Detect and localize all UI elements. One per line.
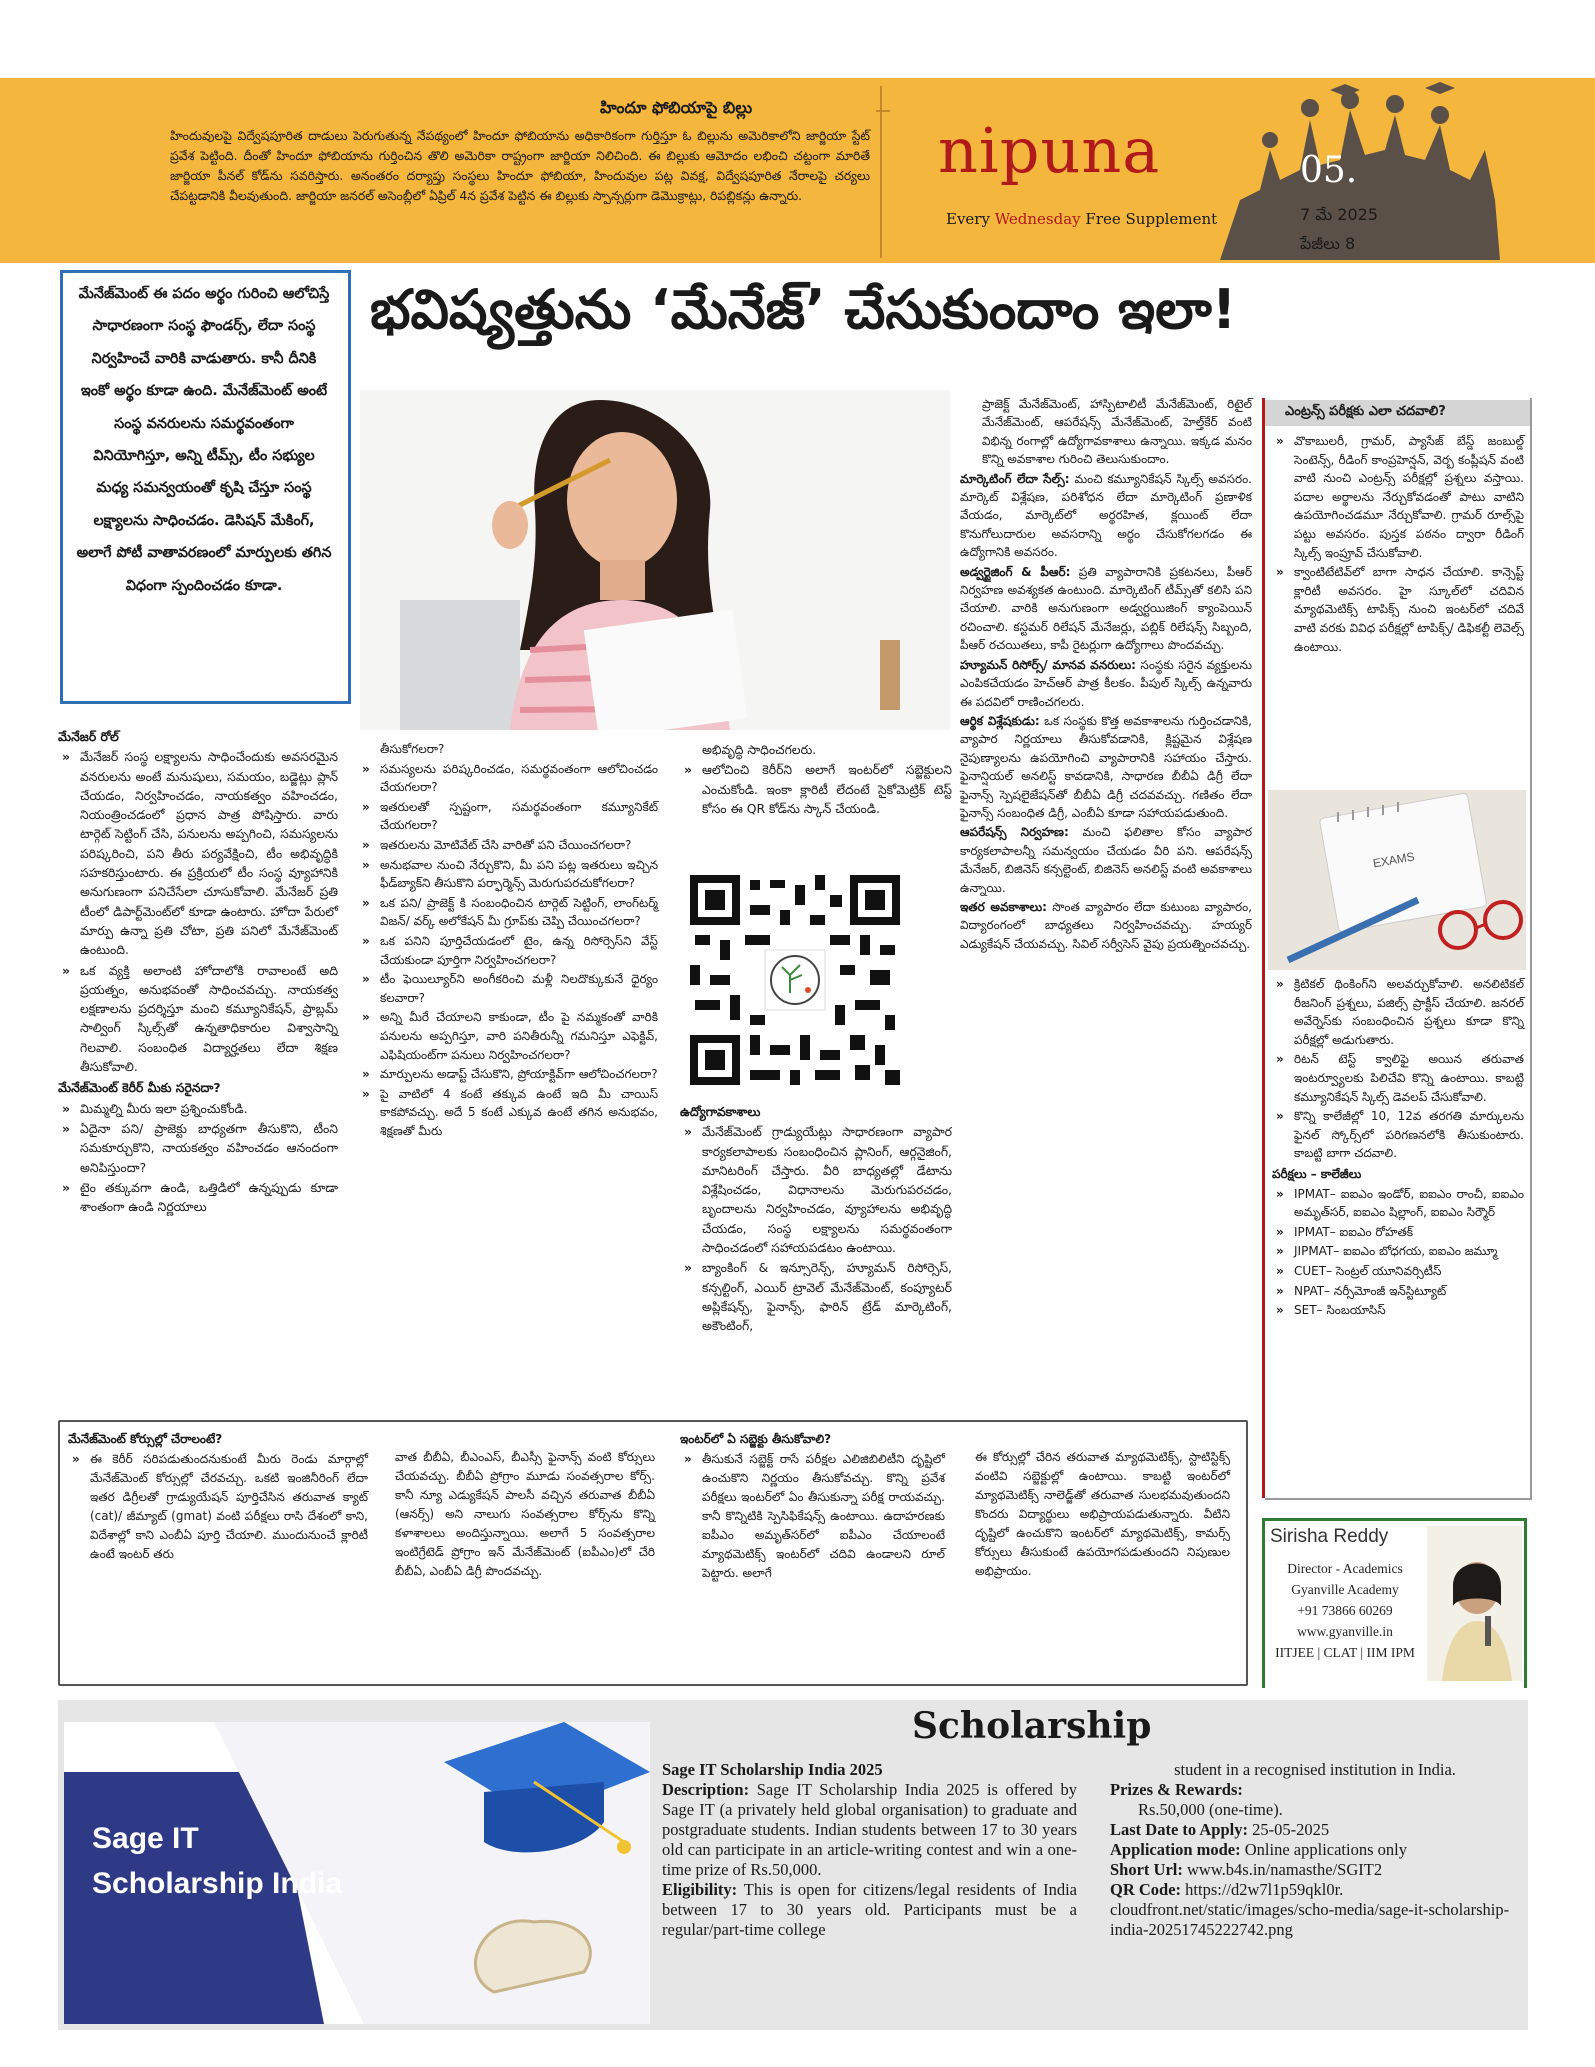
exam-item: » IPMAT– ఐఐఎం రోహతక్: [1272, 1223, 1524, 1242]
paragraph: అభివృద్ధి సాధించగలరు.: [702, 742, 817, 757]
list-item: » సమస్యలను పరిష్కరించడం, సమర్థవంతంగా ఆలోచించడం చేయగలరా?: [358, 760, 658, 797]
scholarship-description: Sage IT Scholarship India 2025 is offered by Sage IT (a privately held global organisation) to graduate and postgraduate students. Indian students between 17 to 30 years old can participate in an article-writing contest and win a one-time prize of Rs.50,000.: [662, 1780, 1078, 1879]
issue-number: 05.: [1300, 150, 1358, 191]
author-card: [1262, 1518, 1527, 1688]
list-item: » ఒక వ్యక్తి అలాంటి హోదాలోకి రావాలంటే అది ప్రయత్నం, అనుభవంతో సాధించవచ్చు. నాయకత్వ లక్షణాలను ప్రదర్శిస్తూ మంచి కమ్యూనికేషన్, ప్రాబ్లమ్ సాల్వింగ్ స్కిల్స్‌తో ఉన్నతాధికారుల విశ్వాసాన్ని గెలవాలి. సంబంధిత విద్యార్హతలు లేదా శిక్షణ తీసుకోవాలి.: [58, 961, 338, 1077]
tagline: Every Wednesday Free Supplement: [946, 210, 1218, 228]
list-item: » పై వాటిలో 4 కంటే తక్కువ ఉంటే ఇది మీ చాయిస్ కాకపోవచ్చు. అదే 5 కంటే ఎక్కువ ఉంటే తగిన అనుభవం, శిక్షణతో మీరు: [358, 1085, 658, 1141]
courses-col-3: [680, 1428, 945, 1584]
section-heading: మేనేజర్ రోల్: [58, 729, 119, 744]
exams-heading: పరీక్షలు – కాలేజీలు: [1272, 1166, 1362, 1181]
list-item: » ఆలోచించి కెరీర్‌ని అలాగే ఇంటర్‌లో సబ్జెక్టులని ఎంచుకోండి. ఇంకా క్లారిటీ లేదంటే సైకోమెట్రిక్ టెస్ట్ కోసం ఈ QR కోడ్‌ను స్కాన్ చేయండి.: [680, 760, 952, 818]
entry: ఆపరేషన్స్ నిర్వహణ: మంచి ఫలితాల కోసం వ్యాపార కార్యకలాపాలన్నీ సమన్వయం చేయడం వీరి పని. ఆపరేషన్స్ మేనేజర్, బిజినెస్ కన్సల్టెంట్, బిజినెస్ అనలిస్ట్ వంటి అవకాశాలు ఉన్నాయి.: [960, 825, 1252, 895]
page-count: పేజీలు 8: [1300, 234, 1356, 253]
author-org: Gyanville Academy: [1291, 1582, 1399, 1597]
student-photo: [360, 390, 950, 730]
cross-bar: [876, 110, 890, 112]
column-3b: [680, 1100, 952, 1337]
paragraph: వాత బీబీఏ, బీఎంఎస్, బీఎస్సీ ఫైనాన్స్ వంటి కోర్సులు చేయవచ్చు. బీబీఏ ప్రోగ్రాం మూడు సంవత్సరాల కోర్స్. కానీ న్యూ ఎడ్యుకేషన్ పాలసీ వచ్చిన తరువాత బీబీఏ (ఆనర్స్) అని నాలుగు సంవత్సరాల కోర్స్‌ను కొన్ని కళాశాలలు అందిస్తున్నాయి. అలాగే 5 సంవత్సరాల ఇంటిగ్రేటెడ్ ప్రోగ్రాం ఇన్ మేనేజ్‌మెంట్ (ఐపీఎం)లో చేరి బీబీఏ, ఎంబీఏ డిగ్రీ పొందవచ్చు.: [395, 1450, 655, 1578]
entry: ఆర్థిక విశ్లేషకుడు: ఒక సంస్థకు కొత్త అవకాశాలను గుర్తించడానికి, వ్యాపార నిర్ణయాలు తీసుకోవడానికి, క్లిష్టమైన విశ్లేషణ నైపుణ్యాలను ఉపయోగించి వ్యాపారానికి సహాయం చేస్తారు. ఫైనాన్షియల్ అనలిస్ట్ కావడానికి, సాధారణ బీబీఏ డిగ్రీ లేదా ఫైనాన్స్ స్పెషలైజేషన్‌తో బీబీఏ డిగ్రీ చదవవచ్చు. గణితం లేదా ఫైనాన్స్ సంబంధిత డిగ్రీ, ఎంబీఏ కూడా సహాయపడుతుంది.: [960, 713, 1252, 820]
scholarship-col-2: student in a recognised institution in India. Prizes & Rewards: Rs.50,000 (one-time). Last Date to Apply: 25-05-2025 Application mode: Online applications only Short Url: www.b4s.in/namasthe/SGIT2 QR Code: https://d2w7l1p59qkl0r. cloudfront.net/static/images/scho-media/sage-it-scholarship-india-20251745222742.png: [1110, 1760, 1520, 1940]
list-item: » ఒక పనిని పూర్తిచేయడంలో టైం, ఉన్న రిసోర్సెస్‌ని వేస్ట్ చేయకుండా పూర్తిగా నిర్వహించగలరా?: [358, 932, 658, 969]
scholarship-banner: [64, 1722, 650, 2024]
list-item: » మేనేజర్ సంస్థ లక్ష్యాలను సాధించేందుకు అవసరమైన వనరులను అంటే మనుషులు, సమయం, బడ్జెట్లు ప్లాన్ చేయడం, నిర్వహించడం, నాయకత్వం వహించడం, నియంత్రించడంలో ప్రధాన పాత్ర పోషిస్తారు. వారు టార్గెట్ సెట్టింగ్ చేసి, పనులను అప్పగించి, సమస్యలను పరిష్కరించి, పని తీరు పర్యవేక్షించి, టీం అభివృద్ధికి సహకరిస్తుంటారు. ఈ ప్రక్రియలో టీం సంస్థ వ్యూహానికి అనుగుణంగా పనిచేసేలా చూసుకోవాలి. మేనేజర్ ప్రతి టీంలో డిపార్ట్‌మెంట్‌లో కూడా ఉంటారు. హోదా పేరులో మార్పు ఉన్నా ప్రతి చోటా, ప్రతి పనిలో మేనేజ్‌మెంట్ ఉంటుంది.: [58, 747, 338, 959]
column-2: [358, 740, 658, 1141]
list-item: » ఇతరులతో స్పష్టంగా, సమర్థవంతంగా కమ్యూనికేట్ చేయగలరా?: [358, 798, 658, 835]
banner-line-2: Scholarship India: [92, 1867, 343, 1900]
exam-item: » SET– సింబయాసిస్: [1272, 1301, 1524, 1320]
entry: మార్కెటింగ్ లేదా సేల్స్: మంచి కమ్యూనికేషన్ స్కిల్స్ అవసరం. మార్కెట్ విశ్లేషణ, పరిశోధన లేదా మార్కెటింగ్ ప్రణాళిక వేయడం, మార్కెట్‌లో అర్థరహిత, క్లయింట్ లేదా కొనుగోలుదారుల అవసరాన్ని అర్థం చేసుకోగలగడం ఈ ఉద్యోగానికి అవసరం.: [960, 471, 1252, 560]
paragraph: ఈ కోర్సుల్లో చేరిన తరువాత మ్యాథమెటిక్స్, స్టాటిస్టిక్స్ వంటివి సబ్జెక్టుల్లో ఉంటాయి. కాబట్టి ఇంటర్‌లో మ్యాథమెటిక్స్ నాలెడ్జ్‌తో తరువాత సులభమవుతుందని కొందరు విద్యార్థులు అభిప్రాయపడుతున్నారు. వీటిని దృష్టిలో ఉంచుకొని ఇంటర్‌లో మ్యాథమెటిక్స్, కామర్స్ కోర్సులు తీసుకుంటే ఉపయోగపడుతుందని నిపుణుల అభిప్రాయం.: [975, 1450, 1230, 1578]
exam-item: » NPAT– నర్సీమోంజీ ఇన్‌స్టిట్యూట్: [1272, 1282, 1524, 1301]
paragraph: తీసుకోగలరా?: [380, 742, 445, 756]
eligibility-continued: student in a recognised institution in India.: [1174, 1760, 1456, 1779]
paragraph: ప్రాజెక్ట్ మేనేజ్‌మెంట్, హాస్పిటాలిటీ మేనేజ్‌మెంట్, రిటైల్ మేనేజ్‌మెంట్, ఆపరేషన్స్ మేనేజ్‌మెంట్, హెల్త్‌కేర్ వంటి విభిన్న రంగాల్లో ఉద్యోగావకాశాలు ఉన్నాయి. ఇక్కడ మనం కొన్ని అవకాశాల గురించి తెలుసుకుందాం.: [982, 397, 1252, 467]
list-item: » ఇతరులను మోటివేట్ చేసి వారితో పని చేయించగలరా?: [358, 836, 658, 855]
exams-notebook-photo: [1268, 790, 1526, 970]
author-photo: [1427, 1526, 1522, 1681]
notebook-label: EXAMS: [1371, 849, 1416, 871]
application-mode: Online applications only: [1244, 1840, 1407, 1859]
list-item: » అన్ని మీరే చేయాలని కాకుండా, టీం పై నమ్మకంతో వారికి పనులను అప్పగిస్తూ, వారి పనితీరున్నీ గమనిస్తూ ఎఫెక్టివ్, ఎఫిషియంట్‌గా పనులు నిర్వహించగలరా?: [358, 1008, 658, 1064]
column-3: [680, 740, 952, 819]
section-heading: మేనేజ్‌మెంట్ కోర్సుల్లో చేరాలంటే?: [68, 1432, 223, 1446]
scholarship-col-1: Sage IT Scholarship India 2025 Description: Sage IT Scholarship India 2025 is offered by Sage IT (a privately held global organisation) to graduate and postgraduate students. Indian students between 17 to 30 years old can participate in an article-writing contest and win a one-time prize of Rs.50,000. Eligibility: This is open for citizens/legal residents of India between 17 to 30 years old. Participants must be a regular/part-time college: [662, 1760, 1078, 1939]
short-url-link[interactable]: www.b4s.in/namasthe/SGIT2: [1187, 1860, 1383, 1879]
list-item: » ఒక పని/ ప్రాజెక్ట్ కి సంబంధించిన టార్గెట్ సెట్టింగ్, లాంగ్‌టర్మ్ విజన్/ వర్క్ అలోకేషన్ మీ గ్రూప్‌కు చెప్పి చేయించగలరా?: [358, 894, 658, 931]
list-item: » ఏదైనా పని/ ప్రాజెక్టు బాధ్యతగా తీసుకొని, టీంని సమకూర్చుకొని, నాయకత్వం వహించడం ఆనందంగా అనిపిస్తుందా?: [58, 1119, 338, 1177]
entry: అడ్వర్టైజింగ్ & పీఆర్: ప్రతి వ్యాపారానికి ప్రకటనలు, పీఆర్ నిర్వహణ అవశ్యకత ఉంటుంది. మార్కెటింగ్ టీమ్స్‌తో కలిసి పని చేయాలి. వారికి అనుగుణంగా అడ్వర్టయిజింగ్ క్యాంపెయిన్ రచించాలి. కస్టమర్ రిలేషన్ మేనేజర్లు, పబ్లిక్ రిలేషన్స్ సిబ్బంది, పీఆర్ రచయితలు, కాపీ రైటర్లుగా ఉద్యోగాలు పొందవచ్చు.: [960, 564, 1252, 653]
prize-label: Prizes & Rewards:: [1110, 1780, 1243, 1799]
list-item: » మార్పులను అడాప్ట్ చేసుకొని, ప్రోయాక్టివ్‌గా ఆలోచించగలరా?: [358, 1065, 658, 1084]
scholarship-eligibility: This is open for citizens/legal residents of India between 17 to 30 years old. Participants must be a regular/part-time college: [662, 1880, 1077, 1939]
exam-item: » IPMAT– ఐఐఎం ఇండోర్, ఐఐఎం రాంచీ, ఐఐఎం అమృత్‌సర్, ఐఐఎం షిల్లాంగ్, ఐఐఎం సిర్మౌర్: [1272, 1185, 1524, 1222]
author-name: Sirisha Reddy: [1270, 1526, 1389, 1547]
page-headline: భవిష్యత్తును ‘మేనేజ్’ చేసుకుందాం ఇలా!: [370, 278, 1237, 341]
list-item: » క్వాంటిటేటివ్‌లో బాగా సాధన చేయాలి. కాన్సెప్ట్ క్లారిటీ అవసరం. హై స్కూల్‌లో చదివిన మ్యాథమెటిక్స్ టాపిక్స్ నుంచి ఇంటర్‌లో చదివే వాటి వరకు వివిధ పరీక్షల్లో టాపిక్స్/ డిఫికల్టీ లెవెల్స్ ఉంటాయి.: [1272, 563, 1524, 656]
entrance-tips-2: [1272, 975, 1524, 1321]
list-item: » వొకాబులరీ, గ్రామర్, ప్యాసేజ్ బేస్డ్ జంబుల్డ్ సెంటెన్స్, రీడింగ్ కాంప్రహెన్షన్, వెర్బ కంప్లీషన్ వంటి వాటి నుంచి ఎంట్రన్స్ పరీక్షల్లో ప్రశ్నలు వస్తాయి. పదాల అర్థాలను నేర్చుకోవడంతో పాటు వాటిని ఉపయోగించడమూ నేర్చుకోవాలి. గ్రామర్ రూల్స్‌పై పట్టు అవసరం. పుస్తక పఠనం ద్వారా రీడింగ్ స్కిల్స్ ఇంప్రూవ్ చేసుకోవాలి.: [1272, 432, 1524, 562]
intro-text: మేనేజ్‌మెంట్ ఈ పదం అర్థం గురించి ఆలోచిస్తే సాధారణంగా సంస్థ ఫౌండర్స్, లేదా సంస్థ నిర్వహించే వారికి వాడుతారు. కానీ దీనికి ఇంకో అర్థం కూడా ఉంది. మేనేజ్‌మెంట్ అంటే సంస్థ వనరులను సమర్థవంతంగా వినియోగిస్తూ, అన్ని టీమ్స్, టీం సభ్యుల మధ్య సమన్వయంతో కృషి చేస్తూ సంస్థ లక్ష్యాలను సాధించడం. డెసిషన్ మేకింగ్, అలాగే పోటీ వాతావరణంలో మార్పులకు తగిన విధంగా స్పందించడం కూడా.: [76, 286, 332, 594]
exam-item: » CUET– సెంట్రల్ యూనివర్సిటీస్: [1272, 1262, 1524, 1281]
column-1: [58, 725, 338, 1217]
list-item: » రిటన్ టెస్ట్ క్వాలిఫై అయిన తరువాత ఇంటర్వ్యూలకు పిలిచేవి కొన్ని ఉంటాయి. కాబట్టి కమ్యూనికేషన్ స్కిల్స్ డెవలప్ చేసుకోవాలి.: [1272, 1050, 1524, 1106]
column-4: [960, 395, 1252, 954]
news-title: హిందూ ఫోబియాపై బిల్లు: [600, 98, 753, 117]
list-item: » క్రిటికల్ థింకింగ్‌ని అలవర్చుకోవాలి. అనలిటికల్ రీజనింగ్ ప్రశ్నలు, పజిల్స్ ప్రాక్టీస్ చేయాలి. జనరల్ అవేర్నెస్‌కు సంబంధించిన ప్రశ్నలు కూడా కొన్ని పరీక్షల్లో అడుగుతారు.: [1272, 975, 1524, 1049]
courses-col-2: [395, 1448, 655, 1582]
list-item: » మేనేజ్‌మెంట్ గ్రాడ్యుయేట్లు సాధారణంగా వ్యాపార కార్యకలాపాలకు సంబంధించిన ప్లానింగ్, ఆర్గనైజింగ్, మానిటరింగ్ చేస్తారు. వీరి బాధ్యతల్లో డేటాను విశ్లేషించడం, విధానాలను మెరుగుపరచడం, బృందాలను నిర్వహించడం, వ్యూహాలను అభివృద్ధి చేయడం, సంస్థ లక్ష్యాలను సమర్థవంతంగా సాధించడంలో సహాయపడటం ఉంటాయి.: [680, 1122, 952, 1257]
section-heading: మేనేజ్‌మెంట్ కెరీర్ మీకు సరైనదా?: [58, 1080, 221, 1096]
author-phone: +91 73866 60269: [1297, 1603, 1393, 1618]
entry: ఇతర అవకాశాలు: సొంత వ్యాపారం లేదా కుటుంబ వ్యాపారం, విద్యారంగంలో బాధ్యతలు నిర్వహించవచ్చు. హయ్యర్ ఎడ్యుకేషన్ చేయవచ్చు. సివిల్ సర్వీసెస్ వైపు ప్రయత్నించవచ్చు.: [960, 899, 1252, 951]
list-item: » మిమ్మల్ని మీరు ఇలా ప్రశ్నించుకోండి.: [58, 1099, 338, 1118]
author-role: Director - Academics: [1287, 1561, 1403, 1576]
news-body: హిందువులపై విద్వేషపూరిత దాడులు పెరుగుతున్న నేపథ్యంలో హిందూ ఫోబియాను అధికారికంగా గుర్తిస్తూ ఓ బిల్లును అమెరికాలోని జార్జియా స్టేట్ ప్రవేశ పెట్టింది. దీంతో హిందూ ఫోబియాను గుర్తించిన తొలి అమెరికా రాష్ట్రంగా జార్జియా నిలిచింది. ఈ బిల్లుకు ఆమోదం లభించి చట్టంగా మారితే జార్జియా పీనల్ కోడ్‌ను సవరిస్తారు. అనంతరం దర్యాప్తు సంస్థలు హిందూ ఫోబియా, హిందువుల పట్ల వివక్ష, విద్వేషపూరిత నేరాలపై చర్యలు చేపట్టడానికి వీలవుతుంది. జార్జియా జనరల్ అసెంబ్లీలో ఏప్రిల్ 4న ప్రవేశ పెట్టిన ఈ బిల్లుకు స్పాన్సర్లుగా డెమొక్రాట్లు, రిపబ్లికన్లు ఉన్నారు.: [170, 128, 870, 203]
author-tags: IITJEE | CLAT | IIM IPM: [1275, 1645, 1415, 1660]
exam-item: » JIPMAT– ఐఐఎం బోధగయ, ఐఐఎం జమ్మూ: [1272, 1242, 1524, 1261]
prize-value: Rs.50,000 (one-time).: [1138, 1800, 1283, 1819]
scholarship-name: Sage IT Scholarship India 2025: [662, 1760, 883, 1779]
banner-line-1: Sage IT: [92, 1822, 199, 1855]
section-heading: ఇంటర్‌లో ఏ సబ్జెక్టు తీసుకోవాలి?: [680, 1432, 832, 1446]
section-heading: ఉద్యోగావకాశాలు: [680, 1104, 761, 1119]
author-website[interactable]: www.gyanville.in: [1297, 1624, 1393, 1639]
last-date: 25-05-2025: [1252, 1820, 1330, 1839]
issue-date: 7 మే 2025: [1300, 205, 1378, 224]
brand-logo: nipuna: [938, 114, 1161, 187]
scholarship-section-title: Scholarship: [912, 1705, 1152, 1747]
paragraph: » తీసుకునే సబ్జెక్ట్ రాసే పరీక్షల ఎలిజిబిలిటీని దృష్టిలో ఉంచుకొని నిర్ణయం తీసుకోవచ్చు. కొన్ని ప్రవేశ పరీక్షలు ఇంటర్‌లో ఏం తీసుకున్నా పరీక్ష రాయవచ్చు. కానీ కొన్నిటికి స్పెసిఫికేషన్స్ ఉంటాయి. ఉదాహరణకు ఐపీఎం అమృత్‌సర్‌లో ఐపీఎం చేయాలంటే మ్యాథమెటిక్స్ ఇంటర్‌లో చదివి ఉండాలని రూల్ పెట్టారు. అలాగే: [680, 1450, 945, 1583]
list-item: » టీం ఫెయిల్యూర్‌ని అంగీకరించి మళ్లీ నిలదొక్కుకునే ధైర్యం కలవారా?: [358, 970, 658, 1007]
list-item: » టైం తక్కువగా ఉండి, ఒత్తిడిలో ఉన్నప్పుడు కూడా శాంతంగా ఉండి నిర్ణయాలు: [58, 1178, 338, 1217]
qr-code-link[interactable]: https://d2w7l1p59qkl0r. cloudfront.net/static/images/scho-media/sage-it-scholarship-india-20251745222742.png: [1110, 1880, 1510, 1939]
entrance-title: ఎంట్రన్స్ పరీక్షకు ఎలా చదవాలి?: [1285, 404, 1446, 419]
qr-code[interactable]: [690, 875, 900, 1085]
list-item: » కొన్ని కాలేజీల్లో 10, 12వ తరగతి మార్కులను ఫైనల్ స్కోర్స్‌లో పరిగణనలోకి తీసుకుంటారు. కాబట్టి బాగా చదవాలి.: [1272, 1107, 1524, 1163]
paragraph: » ఈ కెరీర్ సరిపడుతుందనుకుంటే మీరు రెండు మార్గాల్లో మేనేజ్‌మెంట్ కోర్సుల్లో చేరవచ్చు. ఒకటి ఇంజినీరింగ్ లేదా ఇతర డిగ్రీలతో గ్రాడ్యుయేషన్ పూర్తిచేసిన తరువాత క్యాట్ (cat)/ జీమ్యాట్ (gmat) వంటి పరీక్షలు రాసి దేశంలో కాని, విదేశాల్లో కాని ఎంబీఏ పూర్తి చేయాలి. ముందునుంచే క్లారిటీ ఉంటే ఇంటర్ తరు: [68, 1450, 368, 1564]
entry: హ్యూమన్ రిసోర్స్/ మానవ వనరులు: సంస్థకు సరైన వ్యక్తులను ఎంపికచేయడం హెచ్‌ఆర్ పాత్ర కీలకం. పీపుల్ స్కిల్స్ ఉన్నవారు ఈ పదవిలో రాణించగలరు.: [960, 657, 1252, 709]
courses-col-4: [975, 1448, 1230, 1582]
entrance-tips-1: [1272, 432, 1524, 657]
courses-col-1: [68, 1428, 368, 1565]
list-item: » బ్యాంకింగ్ & ఇన్సూరెన్స్, హ్యూమన్ రిసోర్సెస్, కన్సల్టింగ్, ఎయిర్ ట్రావెల్ మేనేజ్‌మెంట్, కంప్యూటర్ అప్లికేషన్స్, ఫైనాన్స్, ఫారిన్ ట్రేడ్ మార్కెటింగ్, అకౌంటింగ్,: [680, 1258, 952, 1335]
list-item: » అనుభవాల నుంచి నేర్చుకొని, మీ పని పట్ల ఇతరులు ఇచ్చిన ఫీడ్‌బ్యాక్‌ని తీసుకొని పర్ఫార్మెన్స్ మెరుగుపరచుకోగలరా?: [358, 856, 658, 893]
